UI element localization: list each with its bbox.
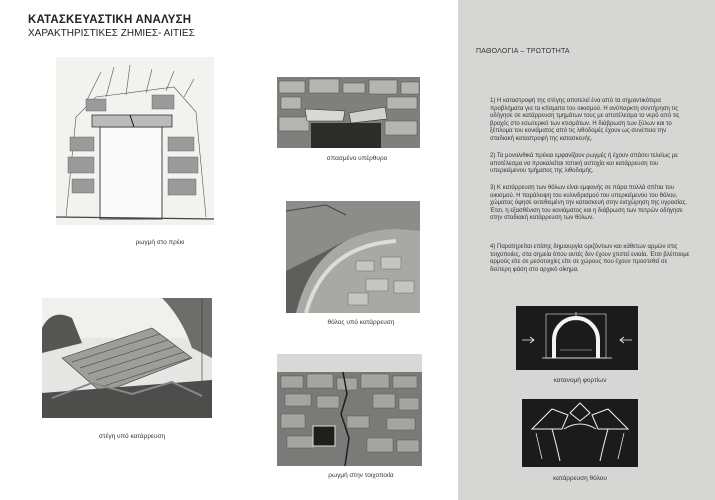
page-title: ΚΑΤΑΣΚΕΥΑΣΤΙΚΗ ΑΝΑΛΥΣΗ	[28, 14, 192, 26]
page-subtitle: ΧΑΡΑΚΤΗΡΙΣΤΙΚΕΣ ΖΗΜΙΕΣ- ΑΙΤΙΕΣ	[28, 28, 195, 39]
diagram-vault-collapse	[522, 399, 638, 467]
paragraph-4: 4) Παρατηρείται επίσης δημιουργία οριζόντιων και κάθετων αρμών στις τοιχοποιίες, στα σημεία όπου αυτές δεν έχουν χτιστεί ενιαία. Έτσι βλέπουμε αρμούς είτε σε μεσοτοιχίες είτε σε χώρους που έχουν προστεθεί σε δεύτερη φάση στο αρχικό οίκημα.	[490, 244, 690, 273]
diagram-caption-2: κατάρρευση θόλου	[553, 475, 607, 482]
diagram-load-distribution	[516, 306, 638, 370]
photo-lintel-crack-sketch	[56, 57, 214, 225]
photo-broken-lintel	[277, 77, 420, 148]
photo-collapsing-vault	[286, 201, 420, 313]
paragraph-1: 1) Η καταστροφή της στέγης αποτελεί ένα από τα σημαντικότερα προβλήματα για τα κτίσματα του οικισμού. Η ανύπαρκτη συντήρηση τις οδήγησε σε κατάρρευση τμημάτων τους με αποτέλεσμα το νερό από τις βροχές στο εσωτερικό των κτισμάτων. Η διάβρωση των ξύλων και το ξέπλυμα του κονιάματος από τις λιθοδομές έχουν ως συνέπεια την σταδιακή καταστροφή της κατασκευής.	[490, 98, 680, 142]
paragraph-3: 3) Κ κατάρρευση των θόλων είναι εμφανής σε πάρα πολλά σπίτια του οικισμού. Η παράλειψη του κυλινδρισμού του υπερκείμενου του θόλου, χώματος όφησε εκτεθειμένη την κατασκευή στην εισχώρηση της υγρασίας. Έτσι, η εξασθένιση του κονιάματος και η διάβρωση των πετρών οδήγησε στην σταδιακή κατάρρευση των θόλων.	[490, 185, 688, 222]
photo-caption-5: ρωγμή στην τοιχοποιία	[328, 472, 394, 479]
panel-title: ΠΑΘΟΛΟΓΙΑ – ΤΡΩΤΟΤΗΤΑ	[476, 48, 570, 55]
photo-collapsing-roof	[42, 298, 212, 418]
photo-caption-2: σπασμένο υπέρθυρο	[326, 155, 388, 162]
paragraph-2: 2) Τα μονολιθικά πρέκια εμφανίζουν ρωγμές ή έχουν σπάσει τελείως με αποτέλεσμα να προκαλείται τοπική αστοχία και κατάρρευση του υπερκείμενου τμήματος της λιθοδομής.	[490, 153, 678, 175]
photo-caption-4: στέγη υπό κατάρρευση	[98, 433, 166, 440]
photo-wall-crack	[277, 354, 422, 466]
photo-caption-3: θόλος υπό κατάρρευση	[327, 319, 395, 326]
photo-caption-1: ρωγμή στο πρέκι	[135, 239, 185, 246]
diagram-caption-1: κατανομή φορτίων	[553, 377, 607, 384]
